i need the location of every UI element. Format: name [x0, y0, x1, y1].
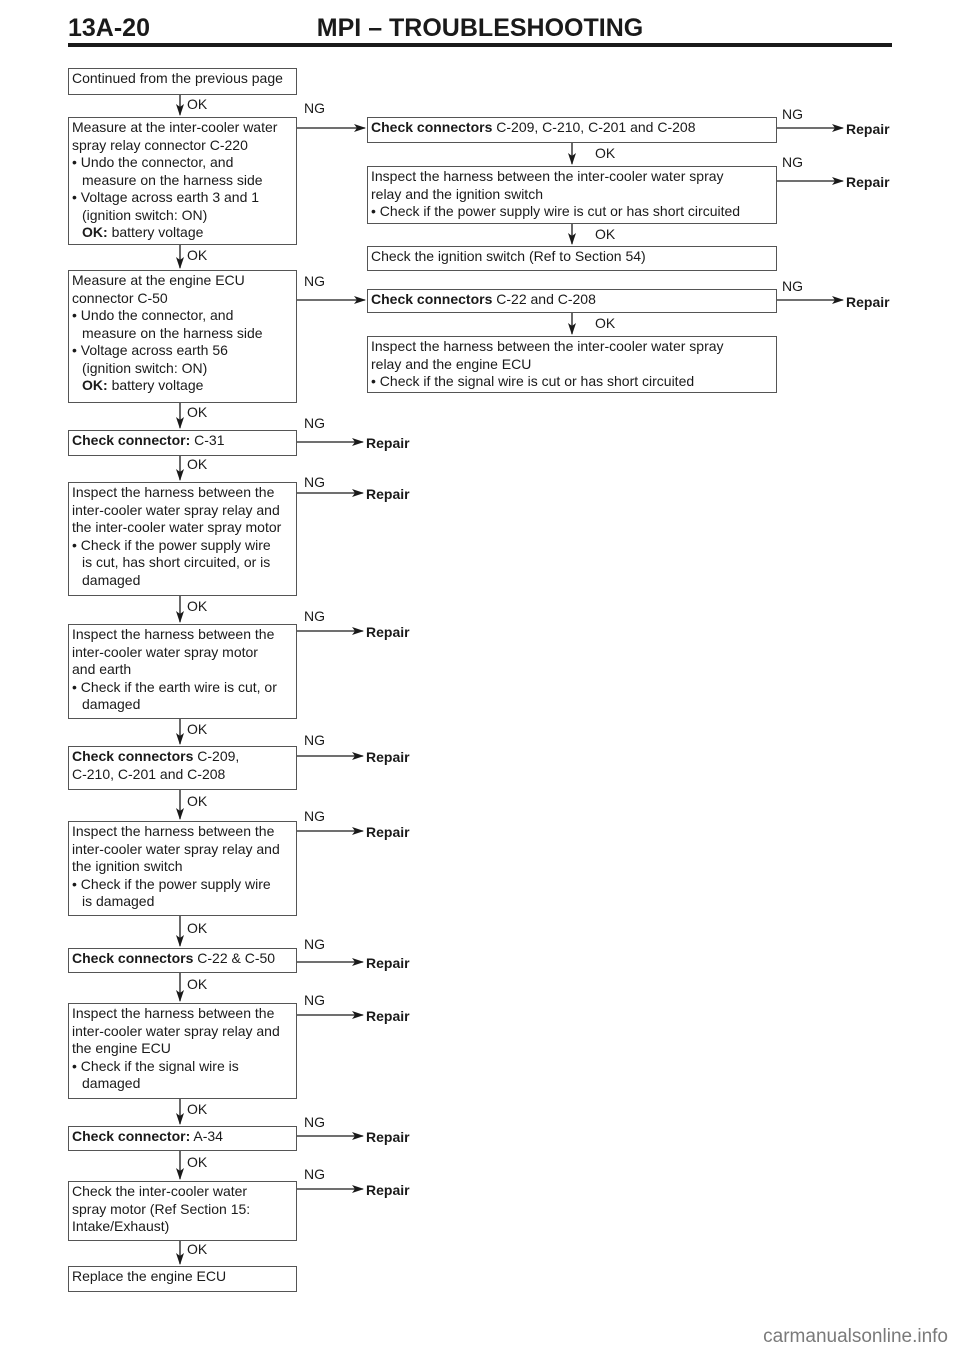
step-line: the inter-cooler water spray motor	[72, 519, 282, 535]
step-line: • Check if the signal wire is	[72, 1057, 239, 1074]
step-text: A-34	[190, 1128, 223, 1144]
step-line: Replace the engine ECU	[72, 1268, 227, 1284]
ok-criterion-value: battery voltage	[111, 377, 204, 393]
ok-label: OK	[187, 976, 208, 992]
step-line: relay and the engine ECU	[371, 355, 532, 372]
step-line: (ignition switch: ON)	[82, 206, 208, 223]
step-inspect-motor-earth-harness	[68, 624, 297, 719]
step-check-connector-a34	[68, 1126, 297, 1151]
step-line: relay and the ignition switch	[371, 185, 543, 202]
step-text: C-22 & C-50	[193, 950, 276, 966]
right-inspect-relay-ignition-harness	[367, 166, 777, 224]
ng-label: NG	[782, 154, 803, 170]
step-line: Inspect the harness between the	[72, 626, 275, 642]
ng-label: NG	[304, 732, 325, 748]
ok-label: OK	[595, 315, 616, 331]
repair-label: Repair	[366, 624, 410, 640]
page-number: 13A-20	[68, 14, 150, 42]
repair-label: Repair	[846, 121, 890, 137]
step-replace-engine-ecu	[68, 1266, 297, 1292]
step-line: (ignition switch: ON)	[82, 359, 208, 376]
ng-label: NG	[304, 608, 325, 624]
step-line: spray relay connector C-220	[72, 136, 248, 153]
step-line: damaged	[82, 1075, 141, 1091]
step-line: • Check if the earth wire is cut, or	[72, 678, 277, 695]
ok-label: OK	[187, 404, 208, 420]
step-continued	[68, 68, 297, 95]
step-text: C-209, C-210, C-201 and C-208	[492, 119, 696, 135]
step-line: • Voltage across earth 3 and 1	[72, 189, 260, 205]
right-check-connectors-c209	[367, 117, 777, 143]
step-measure-relay-connector	[68, 117, 297, 245]
step-bold: Check connectors	[72, 950, 194, 966]
repair-label: Repair	[366, 486, 410, 502]
ok-label: OK	[595, 226, 616, 242]
step-line: Measure at the engine ECU	[72, 272, 245, 288]
step-text: C-209,	[193, 748, 240, 764]
step-line: is cut, has short circuited, or is	[82, 554, 271, 570]
step-line: Check the ignition switch (Ref to Section 54)	[371, 248, 646, 264]
ng-label: NG	[304, 474, 325, 490]
step-line: Check the inter-cooler water	[72, 1183, 248, 1199]
ok-label: OK	[595, 145, 616, 161]
step-line: inter-cooler water spray relay and	[72, 840, 280, 857]
step-line: Inspect the harness between the	[72, 1005, 275, 1021]
step-line: measure on the harness side	[82, 324, 263, 341]
repair-label: Repair	[366, 824, 410, 840]
step-bold: Check connector:	[72, 432, 191, 448]
repair-label: Repair	[366, 955, 410, 971]
repair-label: Repair	[366, 1008, 410, 1024]
ok-label: OK	[187, 721, 208, 737]
ok-label: OK	[187, 1154, 208, 1170]
step-line: Inspect the harness between the	[72, 823, 275, 839]
step-check-spray-motor	[68, 1181, 297, 1241]
repair-label: Repair	[366, 1129, 410, 1145]
step-line: Intake/Exhaust)	[72, 1218, 170, 1234]
ok-label: OK	[187, 1241, 208, 1257]
step-text: C-22 and C-208	[492, 291, 596, 307]
step-measure-ecu-connector	[68, 270, 297, 403]
step-line: inter-cooler water spray relay and	[72, 501, 280, 518]
right-check-connectors-c22	[367, 289, 777, 313]
step-check-connectors-c209	[68, 746, 297, 790]
step-text: C-31	[190, 432, 225, 448]
step-inspect-relay-ignition-harness	[68, 821, 297, 916]
step-line: the ignition switch	[72, 858, 183, 874]
step-line: • Check if the signal wire is cut or has short circuited	[371, 373, 695, 389]
step-line: and earth	[72, 661, 132, 677]
step-bold: Check connectors	[371, 291, 493, 307]
ok-label: OK	[187, 920, 208, 936]
step-bold: Check connectors	[72, 748, 194, 764]
step-line: damaged	[82, 571, 141, 588]
step-line: • Check if the power supply wire	[72, 875, 271, 892]
ok-criterion-value: battery voltage	[111, 224, 204, 240]
step-line: Inspect the harness between the inter-cooler water spray	[371, 338, 724, 354]
ng-label: NG	[782, 278, 803, 294]
step-line: • Undo the connector, and	[72, 307, 234, 323]
step-line: inter-cooler water spray motor	[72, 643, 258, 660]
step-line: C-210, C-201 and C-208	[72, 765, 226, 782]
ok-label: OK	[187, 456, 208, 472]
step-line: Inspect the harness between the inter-cooler water spray	[371, 168, 724, 184]
repair-label: Repair	[846, 294, 890, 310]
step-line: • Undo the connector, and	[72, 154, 234, 170]
step-line: the engine ECU	[72, 1040, 171, 1056]
step-line: is damaged	[82, 893, 155, 909]
step-line: Measure at the inter-cooler water	[72, 119, 278, 135]
ng-label: NG	[304, 992, 325, 1008]
step-bold: Check connectors	[371, 119, 493, 135]
page-title: MPI – TROUBLESHOOTING	[316, 14, 644, 42]
step-line: connector C-50	[72, 289, 168, 306]
repair-label: Repair	[366, 435, 410, 451]
ng-label: NG	[304, 808, 325, 824]
ok-label: OK	[187, 793, 208, 809]
step-line: spray motor (Ref Section 15:	[72, 1200, 251, 1217]
watermark-text: carmanualsonline.info	[763, 1326, 948, 1347]
step-inspect-relay-motor-harness	[68, 482, 297, 596]
ok-criterion-label: OK:	[82, 224, 108, 240]
repair-label: Repair	[366, 1182, 410, 1198]
step-inspect-relay-ecu-harness	[68, 1003, 297, 1099]
ng-label: NG	[304, 1166, 325, 1182]
step-line: Continued from the previous page	[72, 70, 283, 86]
ng-label: NG	[782, 106, 803, 122]
ok-criterion-label: OK:	[82, 377, 108, 393]
ok-label: OK	[187, 598, 208, 614]
ng-label: NG	[304, 100, 325, 116]
step-line: measure on the harness side	[82, 171, 263, 188]
step-bold: Check connector:	[72, 1128, 191, 1144]
step-line: • Check if the power supply wire	[72, 536, 271, 553]
right-check-ignition-switch	[367, 246, 777, 271]
ok-label: OK	[187, 1101, 208, 1117]
ng-label: NG	[304, 415, 325, 431]
step-check-connectors-c22-c50	[68, 948, 297, 973]
step-line: • Voltage across earth 56	[72, 342, 228, 358]
step-line: inter-cooler water spray relay and	[72, 1022, 280, 1039]
right-inspect-relay-ecu-harness	[367, 336, 777, 393]
step-line: Inspect the harness between the	[72, 484, 275, 500]
ok-label: OK	[187, 247, 208, 263]
step-line: damaged	[82, 696, 141, 712]
step-line: • Check if the power supply wire is cut or has short circuited	[371, 203, 741, 219]
repair-label: Repair	[846, 174, 890, 190]
ng-label: NG	[304, 1114, 325, 1130]
repair-label: Repair	[366, 749, 410, 765]
step-check-connector-c31	[68, 430, 297, 456]
ng-label: NG	[304, 273, 325, 289]
ok-label: OK	[187, 96, 208, 112]
ng-label: NG	[304, 936, 325, 952]
